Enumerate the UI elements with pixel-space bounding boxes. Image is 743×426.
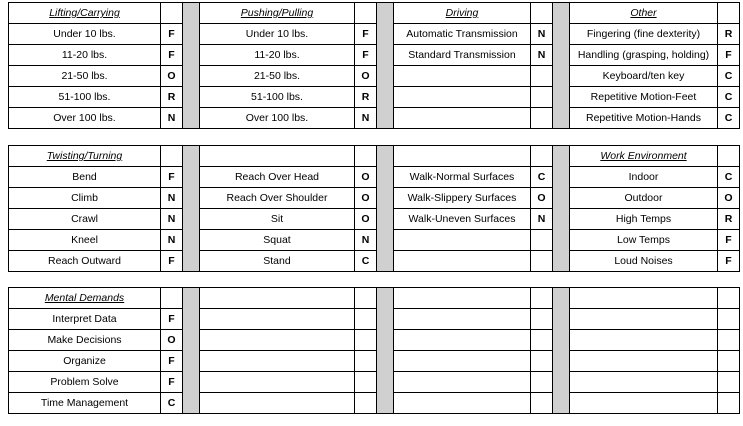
group-header-code-cell xyxy=(161,288,183,309)
demand-label xyxy=(200,351,355,372)
demand-label xyxy=(570,372,718,393)
demand-label xyxy=(394,66,531,87)
frequency-code: N xyxy=(531,209,553,230)
frequency-code: F xyxy=(161,309,183,330)
demand-label: Loud Noises xyxy=(570,251,718,272)
demand-label: Crawl xyxy=(9,209,161,230)
demand-label: Sit xyxy=(200,209,355,230)
frequency-code xyxy=(355,330,377,351)
group-header-code-cell xyxy=(161,146,183,167)
demand-label: Reach Outward xyxy=(9,251,161,272)
gray-divider xyxy=(183,288,200,414)
demand-label: 11-20 lbs. xyxy=(200,45,355,66)
frequency-code: F xyxy=(718,251,740,272)
demand-label: 51-100 lbs. xyxy=(200,87,355,108)
frequency-code: O xyxy=(355,209,377,230)
table-row xyxy=(9,372,740,393)
frequency-code: C xyxy=(161,393,183,414)
demand-label: Reach Over Head xyxy=(200,167,355,188)
demand-label: 51-100 lbs. xyxy=(9,87,161,108)
table-row xyxy=(9,167,740,188)
group-header xyxy=(200,288,355,309)
frequency-code xyxy=(531,351,553,372)
frequency-code: N xyxy=(161,108,183,129)
table-row xyxy=(9,45,740,66)
demand-label: Standard Transmission xyxy=(394,45,531,66)
frequency-code xyxy=(531,393,553,414)
demand-label: Over 100 lbs. xyxy=(200,108,355,129)
table-row xyxy=(9,209,740,230)
demand-label xyxy=(394,87,531,108)
group-header-code-cell xyxy=(355,3,377,24)
frequency-code: O xyxy=(161,66,183,87)
demand-label: Over 100 lbs. xyxy=(9,108,161,129)
group-header: Work Environment xyxy=(570,146,718,167)
group-header-code-cell xyxy=(718,146,740,167)
frequency-code xyxy=(531,309,553,330)
gray-divider xyxy=(183,3,200,129)
demand-label xyxy=(200,330,355,351)
frequency-code xyxy=(718,309,740,330)
demand-label: 11-20 lbs. xyxy=(9,45,161,66)
demand-label xyxy=(570,393,718,414)
demand-label: Handling (grasping, holding) xyxy=(570,45,718,66)
demand-label: Keyboard/ten key xyxy=(570,66,718,87)
frequency-code: N xyxy=(161,230,183,251)
frequency-code: O xyxy=(355,66,377,87)
table-row xyxy=(9,309,740,330)
form-section-3 xyxy=(8,287,740,414)
frequency-code xyxy=(531,330,553,351)
frequency-code: F xyxy=(161,167,183,188)
demand-label: Walk-Uneven Surfaces xyxy=(394,209,531,230)
frequency-code: O xyxy=(161,330,183,351)
frequency-code xyxy=(355,309,377,330)
demand-label: Under 10 lbs. xyxy=(200,24,355,45)
frequency-code: R xyxy=(161,87,183,108)
frequency-code xyxy=(531,372,553,393)
frequency-code: C xyxy=(531,167,553,188)
frequency-code: F xyxy=(161,372,183,393)
frequency-code: C xyxy=(718,66,740,87)
demand-label xyxy=(394,309,531,330)
group-header: Lifting/Carrying xyxy=(9,3,161,24)
demand-label: Time Management xyxy=(9,393,161,414)
group-header xyxy=(570,288,718,309)
section-header-row xyxy=(9,146,740,167)
frequency-code: C xyxy=(355,251,377,272)
frequency-code: F xyxy=(161,251,183,272)
demand-label: Interpret Data xyxy=(9,309,161,330)
frequency-code xyxy=(531,66,553,87)
group-header-code-cell xyxy=(531,146,553,167)
frequency-code: O xyxy=(355,188,377,209)
frequency-code: N xyxy=(355,230,377,251)
frequency-code: F xyxy=(161,24,183,45)
group-header: Twisting/Turning xyxy=(9,146,161,167)
frequency-code xyxy=(531,230,553,251)
frequency-code: N xyxy=(531,24,553,45)
table-row xyxy=(9,188,740,209)
demand-label: Kneel xyxy=(9,230,161,251)
frequency-code: O xyxy=(718,188,740,209)
group-header-code-cell xyxy=(531,3,553,24)
section-header-row xyxy=(9,288,740,309)
demand-label: Fingering (fine dexterity) xyxy=(570,24,718,45)
group-header xyxy=(394,288,531,309)
frequency-code: N xyxy=(161,188,183,209)
frequency-code xyxy=(355,393,377,414)
demand-label xyxy=(570,330,718,351)
table-row xyxy=(9,251,740,272)
frequency-code: F xyxy=(161,351,183,372)
demand-label: Bend xyxy=(9,167,161,188)
gray-divider xyxy=(553,3,570,129)
demand-label xyxy=(200,309,355,330)
group-header: Other xyxy=(570,3,718,24)
frequency-code: C xyxy=(718,108,740,129)
frequency-code: F xyxy=(355,24,377,45)
demand-label: Repetitive Motion-Feet xyxy=(570,87,718,108)
gray-divider xyxy=(183,146,200,272)
demand-label: 21-50 lbs. xyxy=(200,66,355,87)
demand-label: Outdoor xyxy=(570,188,718,209)
frequency-code: R xyxy=(355,87,377,108)
frequency-code xyxy=(355,372,377,393)
table-row xyxy=(9,393,740,414)
group-header: Pushing/Pulling xyxy=(200,3,355,24)
demand-label: Under 10 lbs. xyxy=(9,24,161,45)
table-row xyxy=(9,24,740,45)
table-row xyxy=(9,351,740,372)
demand-label: Repetitive Motion-Hands xyxy=(570,108,718,129)
table-row xyxy=(9,66,740,87)
frequency-code: O xyxy=(531,188,553,209)
demand-label: Walk-Normal Surfaces xyxy=(394,167,531,188)
frequency-code xyxy=(355,351,377,372)
frequency-code xyxy=(718,393,740,414)
section-header-row xyxy=(9,3,740,24)
frequency-code xyxy=(531,108,553,129)
demand-label: Indoor xyxy=(570,167,718,188)
gray-divider xyxy=(377,288,394,414)
demand-label: 21-50 lbs. xyxy=(9,66,161,87)
demand-label xyxy=(394,393,531,414)
group-header-code-cell xyxy=(355,288,377,309)
frequency-code: N xyxy=(355,108,377,129)
demand-label xyxy=(570,309,718,330)
table-row xyxy=(9,108,740,129)
frequency-code: O xyxy=(355,167,377,188)
demand-label xyxy=(394,230,531,251)
group-header-code-cell xyxy=(718,3,740,24)
demand-label: Climb xyxy=(9,188,161,209)
demand-label: Low Temps xyxy=(570,230,718,251)
group-header xyxy=(200,146,355,167)
frequency-code xyxy=(718,351,740,372)
demand-label: Make Decisions xyxy=(9,330,161,351)
demand-label xyxy=(200,372,355,393)
demand-label xyxy=(394,372,531,393)
demand-label: Squat xyxy=(200,230,355,251)
demand-label: High Temps xyxy=(570,209,718,230)
group-header: Mental Demands xyxy=(9,288,161,309)
frequency-code: N xyxy=(531,45,553,66)
demand-label xyxy=(200,393,355,414)
gray-divider xyxy=(377,3,394,129)
form-section-2 xyxy=(8,145,740,272)
gray-divider xyxy=(377,146,394,272)
group-header xyxy=(394,146,531,167)
frequency-code xyxy=(718,372,740,393)
frequency-code: C xyxy=(718,167,740,188)
demand-label: Stand xyxy=(200,251,355,272)
demand-label xyxy=(394,330,531,351)
frequency-code: F xyxy=(355,45,377,66)
demand-label xyxy=(394,108,531,129)
demand-label xyxy=(570,351,718,372)
demand-label: Problem Solve xyxy=(9,372,161,393)
demand-label xyxy=(394,251,531,272)
group-header-code-cell xyxy=(531,288,553,309)
group-header-code-cell xyxy=(161,3,183,24)
form-section-1 xyxy=(8,2,740,129)
table-row xyxy=(9,330,740,351)
group-header: Driving xyxy=(394,3,531,24)
gray-divider xyxy=(553,288,570,414)
frequency-code: C xyxy=(718,87,740,108)
demand-label: Walk-Slippery Surfaces xyxy=(394,188,531,209)
frequency-code: N xyxy=(161,209,183,230)
frequency-code: F xyxy=(718,45,740,66)
gray-divider xyxy=(553,146,570,272)
frequency-code: F xyxy=(161,45,183,66)
frequency-code: R xyxy=(718,209,740,230)
frequency-code: R xyxy=(718,24,740,45)
demand-label: Automatic Transmission xyxy=(394,24,531,45)
demand-label xyxy=(394,351,531,372)
frequency-code xyxy=(718,330,740,351)
frequency-code: F xyxy=(718,230,740,251)
table-row xyxy=(9,230,740,251)
demand-label: Reach Over Shoulder xyxy=(200,188,355,209)
group-header-code-cell xyxy=(355,146,377,167)
demand-label: Organize xyxy=(9,351,161,372)
frequency-code xyxy=(531,251,553,272)
frequency-code xyxy=(531,87,553,108)
group-header-code-cell xyxy=(718,288,740,309)
table-row xyxy=(9,87,740,108)
